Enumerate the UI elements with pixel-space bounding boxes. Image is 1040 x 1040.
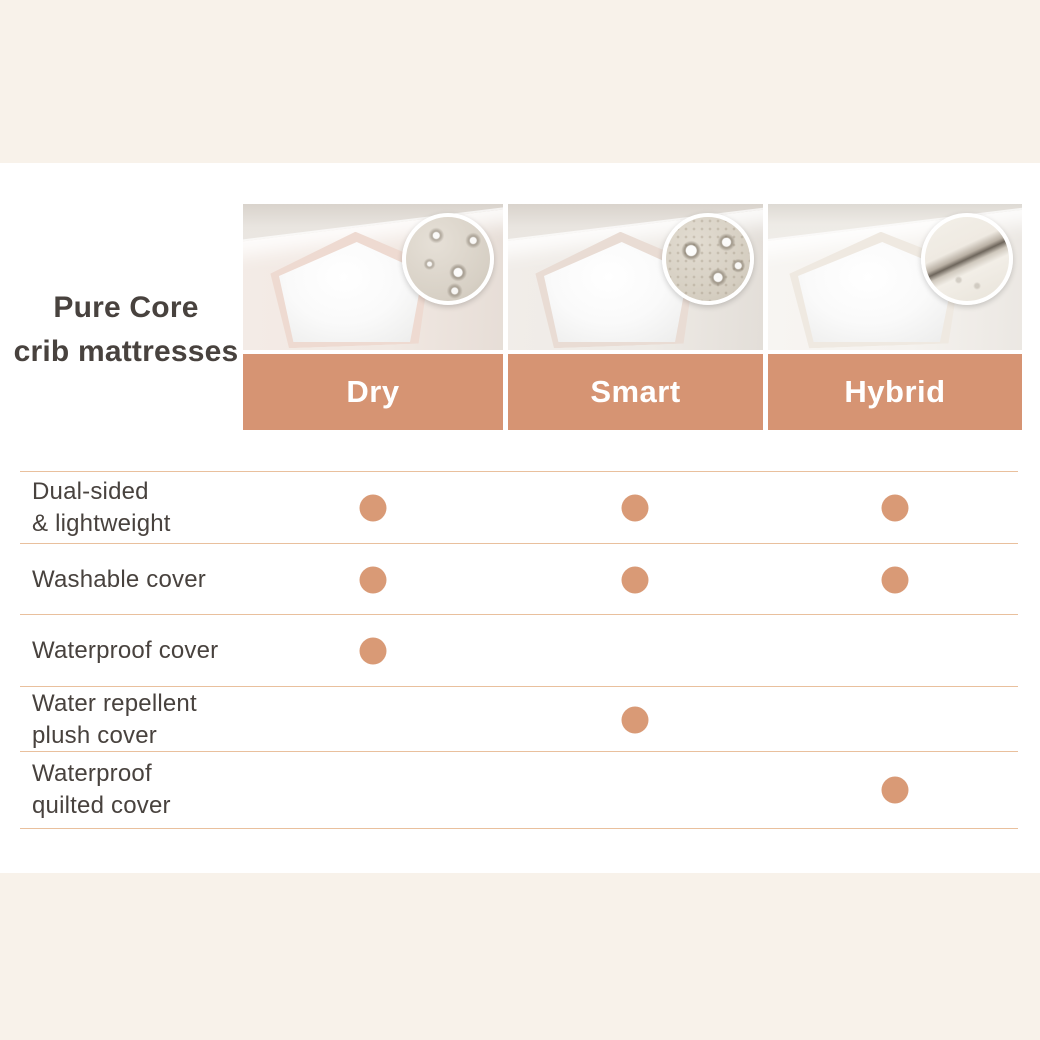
seam-closeup-circle [921,213,1013,305]
feature-label [32,564,206,596]
feature-label-line1: Water repellent [32,689,197,717]
feature-label-line2: quilted cover [32,792,171,819]
top-background-band [0,0,1040,163]
column-header-hybrid[interactable]: Hybrid [768,354,1022,430]
feature-dot-hybrid [882,777,909,804]
table-row [20,686,1018,752]
feature-label-line1: Waterproof cover [32,637,219,664]
feature-dot-hybrid [882,495,909,522]
bottom-background-band [0,873,1040,1040]
product-photo-dry [243,204,503,350]
product-photo-hybrid [768,204,1022,350]
feature-label-line2: plush cover [32,721,157,749]
column-header-dry[interactable]: Dry [243,354,503,430]
feature-dot-smart [622,566,649,593]
table-row [20,614,1018,687]
product-photo-smart [508,204,763,350]
feature-dot-dry [360,566,387,593]
feature-label [32,476,171,540]
column-header-smart[interactable]: Smart [508,354,763,430]
feature-label-line1: Dual-sided [32,478,149,505]
table-row [20,751,1018,829]
fabric-closeup-circle [662,213,754,305]
feature-dot-dry [360,638,387,665]
page-title-line1: Pure Core [53,291,199,324]
feature-dot-smart [622,495,649,522]
table-row [20,471,1018,544]
feature-dot-hybrid [882,566,909,593]
feature-label-line1: Waterproof [32,760,152,787]
feature-label-line1: Washable cover [32,565,206,593]
feature-label [32,635,218,667]
table-row [20,543,1018,615]
page-title [0,286,252,374]
feature-label [32,758,171,822]
page-title-line2: crib mattresses [13,335,239,368]
feature-label-line2: & lightweight [32,510,171,537]
feature-label [32,688,197,752]
feature-dot-dry [360,495,387,522]
feature-dot-smart [622,706,649,733]
fabric-closeup-circle [402,213,494,305]
